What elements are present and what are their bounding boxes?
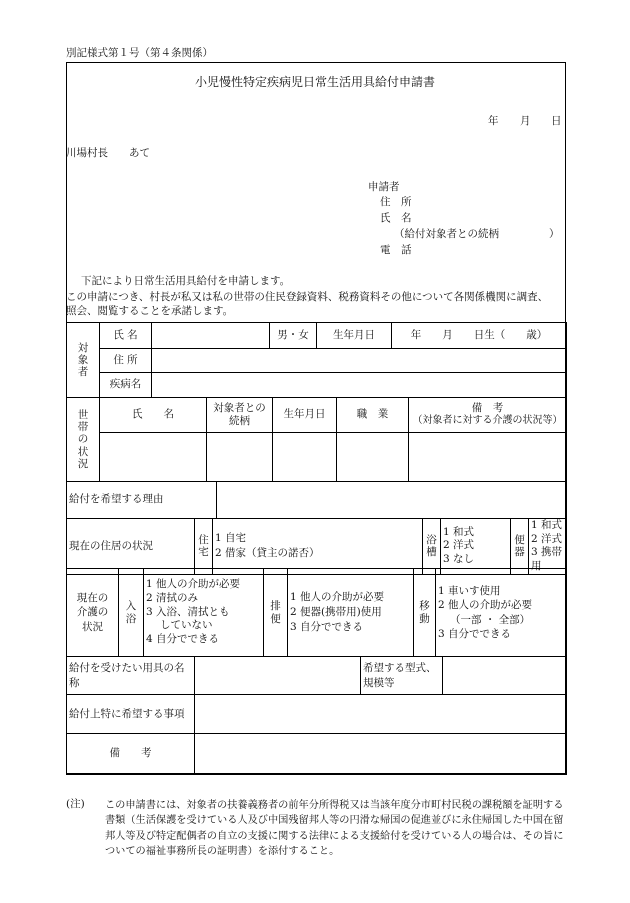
subject-birth-label: 生年月日: [317, 323, 392, 349]
care-bath-options[interactable]: 1 他人の介助が必要 2 清拭のみ 3 入浴、清拭とも していない 4 自分でできる: [144, 569, 264, 657]
remarks-field[interactable]: [195, 734, 567, 775]
subject-birth-field[interactable]: 年 月 日生（ 歳）: [392, 323, 567, 349]
intro-line-2: この申請につき、村長が私又は私の世帯の住民登録資料、税務資料その他について各関係機関に調査、: [66, 291, 549, 303]
residence-bath-options[interactable]: 1 和式 2 洋式 3 なし: [441, 519, 511, 575]
special-table: [66, 694, 567, 775]
care-move-options[interactable]: 1 車いす使用 2 他人の介助が必要 （一部 ・ 全部） 3 自分でできる: [436, 569, 567, 657]
subject-address-label: 住 所: [100, 349, 152, 373]
household-col-name: 氏 名: [100, 398, 207, 433]
subject-address-field[interactable]: [152, 349, 567, 373]
household-name-field[interactable]: [100, 433, 207, 482]
applicant-tel-field[interactable]: 電 話: [380, 244, 412, 256]
care-label: 現在の介護の状況: [67, 569, 119, 657]
intro-line-1: 下記により日常生活用具給付を申請します。: [81, 275, 291, 287]
residence-house-label: 住宅: [195, 519, 213, 575]
care-table: [66, 568, 567, 657]
remarks-label: 備 考: [67, 734, 195, 775]
applicant-label: 申請者: [368, 181, 400, 193]
special-field[interactable]: [195, 695, 567, 734]
household-col-birth: 生年月日: [273, 398, 337, 433]
household-remarks-field[interactable]: [409, 433, 567, 482]
item-table: [66, 656, 567, 695]
subject-gender-field[interactable]: 男・女: [270, 323, 317, 349]
residence-house-options[interactable]: 1 自宅 2 借家（貸主の諾否）: [213, 519, 423, 575]
item-name-label: 給付を受けたい用具の名称: [67, 657, 195, 695]
subject-name-field[interactable]: [152, 323, 270, 349]
subject-disease-label: 疾病名: [100, 373, 152, 398]
date-month-label: 月: [520, 115, 531, 127]
subject-label: 対象者: [67, 323, 100, 398]
care-excrete-label: 排便: [264, 569, 288, 657]
note-body: この申請書には、対象者の扶養義務者の前年分所得税又は当該年度分市町村民税の課税額を証明する書類（生活保護を受けている人及び中国残留邦人等の円滑な帰国の促進並びに永住帰国した中国在留邦人等及び特定配偶者の自立の支援に関する法律による支援給付を受けている人の場合は、その旨についての福祉事務所長の証明書）を添付すること。: [105, 800, 564, 857]
household-table: [66, 397, 567, 482]
household-col-remarks: 備 考 （対象者に対する介護の状況等）: [409, 398, 567, 433]
reason-label: 給付を希望する理由: [67, 482, 217, 519]
residence-toilet-options[interactable]: 1 和式 2 洋式 3 携帯用: [529, 519, 567, 575]
residence-toilet-label: 便器: [511, 519, 529, 575]
applicant-relation-close: ）: [549, 228, 560, 240]
care-bath-label: 入浴: [119, 569, 144, 657]
applicant-name-field[interactable]: 氏 名: [380, 212, 412, 224]
household-birth-field[interactable]: [273, 433, 337, 482]
form-title: 小児慢性特定疾病児日常生活用具給付申請書: [194, 75, 435, 89]
care-excrete-options[interactable]: 1 他人の介助が必要 2 便器(携帯用)使用 3 自分でできる: [288, 569, 414, 657]
residence-table: [66, 518, 567, 575]
subject-disease-field[interactable]: [152, 373, 567, 398]
reason-field[interactable]: [217, 482, 567, 519]
subject-table: [66, 322, 567, 398]
intro-line-3: 照会、閲覧することを承諾します。: [66, 305, 234, 317]
reason-table: [66, 481, 567, 519]
addressee: 川場村長 あて: [66, 147, 150, 159]
applicant-address-field[interactable]: 住 所: [380, 196, 412, 208]
household-col-relation: 対象者との続柄: [207, 398, 273, 433]
form-label: 別記様式第１号（第４条関係）: [66, 47, 213, 59]
household-relation-field[interactable]: [207, 433, 273, 482]
date-year-label: 年: [488, 115, 499, 127]
note-head: (注): [66, 798, 85, 810]
special-label: 給付上特に希望する事項: [67, 695, 195, 734]
model-field[interactable]: [443, 657, 567, 695]
household-label: 世帯の状況: [67, 398, 100, 482]
item-name-field[interactable]: [195, 657, 361, 695]
care-move-label: 移動: [414, 569, 436, 657]
applicant-relation-field[interactable]: （給付対象者との続柄: [394, 228, 499, 240]
residence-label: 現在の住居の状況: [67, 519, 195, 575]
subject-name-label: 氏 名: [100, 323, 152, 349]
household-job-field[interactable]: [337, 433, 409, 482]
model-label: 希望する型式、規模等: [361, 657, 443, 695]
residence-bath-label: 浴槽: [423, 519, 441, 575]
household-col-job: 職 業: [337, 398, 409, 433]
date-day-label: 日: [551, 115, 562, 127]
